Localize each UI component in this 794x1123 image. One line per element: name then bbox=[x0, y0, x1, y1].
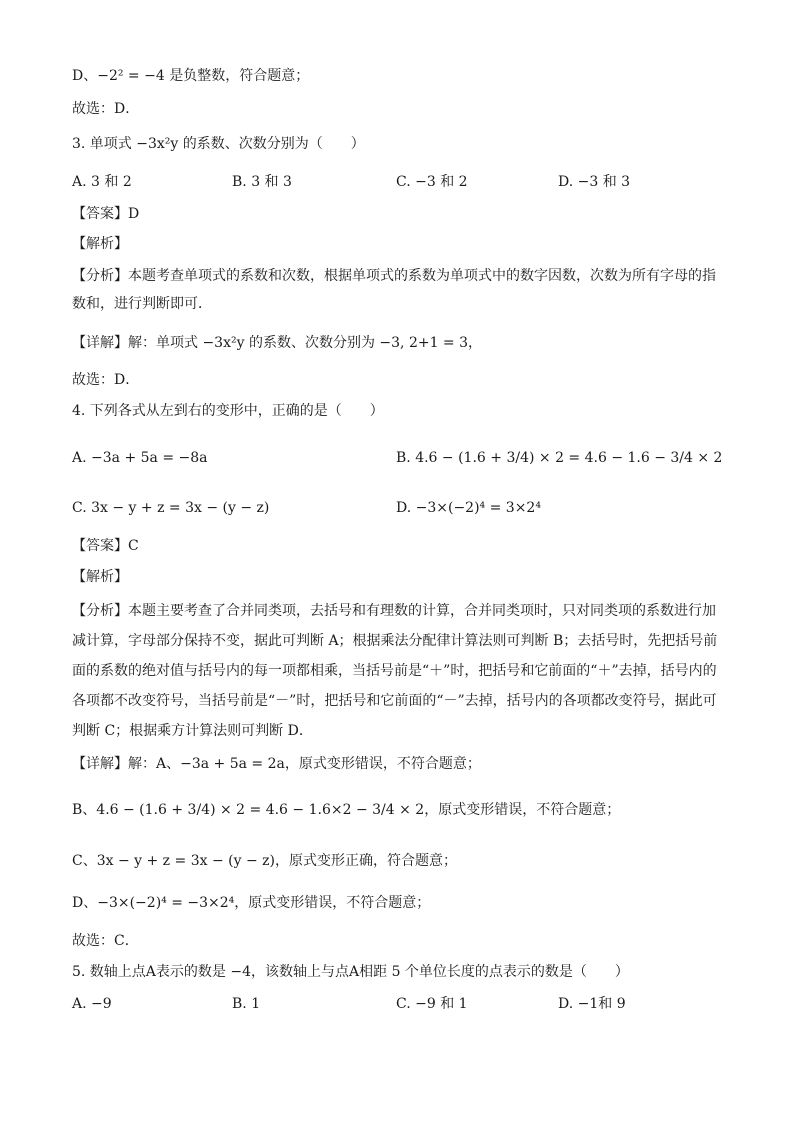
q5-option-b: B. 1 bbox=[232, 996, 261, 1012]
q4-detail-d: D、−3×(−2)⁴ = −3×2⁴，原式变形错误，不符合题意； bbox=[72, 895, 431, 911]
question-5: 5. 数轴上点A表示的数是 −4，该数轴上与点A相距 5 个单位长度的点表示的数是（ ） bbox=[72, 964, 629, 980]
q4-conclusion: 故选：C． bbox=[72, 933, 139, 949]
line-answer-choice: 故选：D． bbox=[72, 101, 140, 117]
q3-answer: 【答案】D bbox=[72, 206, 140, 222]
q4-option-a: A. −3a + 5a = −8a bbox=[72, 450, 208, 466]
q4-detail-a: 【详解】解：A、−3a + 5a = 2a，原式变形错误，不符合题意； bbox=[72, 756, 481, 772]
q3-conclusion: 故选：D． bbox=[72, 372, 140, 388]
q5-option-d: D. −1和 9 bbox=[558, 996, 626, 1012]
q3-option-c: C. −3 和 2 bbox=[396, 174, 468, 190]
q4-answer: 【答案】C bbox=[72, 538, 139, 554]
q4-option-b: B. 4.6 − (1.6 + 3/4) × 2 = 4.6 − 1.6 − 3/4 × 2 bbox=[396, 450, 723, 466]
q4-detail-b: B、4.6 − (1.6 + 3/4) × 2 = 4.6 − 1.6×2 − 3/4 × 2，原式变形错误，不符合题意； bbox=[72, 802, 621, 818]
q3-option-d: D. −3 和 3 bbox=[558, 174, 631, 190]
q4-detail-c: C、3x − y + z = 3x − (y − z)，原式变形正确，符合题意； bbox=[72, 853, 457, 869]
q3-detail: 【详解】解：单项式 −3x²y 的系数、次数分别为 −3, 2+1 = 3， bbox=[72, 335, 483, 351]
line-option-d-conclusion: D、−2² = −4 是负整数，符合题意； bbox=[72, 68, 310, 84]
q4-analysis-heading: 【解析】 bbox=[72, 569, 128, 585]
q4-option-d: D. −3×(−2)⁴ = 3×2⁴ bbox=[396, 500, 541, 516]
q3-option-b: B. 3 和 3 bbox=[232, 174, 292, 190]
q5-option-a: A. −9 bbox=[72, 996, 112, 1012]
question-4: 4. 下列各式从左到右的变形中，正确的是（ ） bbox=[72, 403, 384, 419]
q3-option-a: A. 3 和 2 bbox=[72, 174, 132, 190]
q3-analysis-heading: 【解析】 bbox=[72, 236, 128, 252]
q5-option-c: C. −9 和 1 bbox=[396, 996, 468, 1012]
question-3: 3. 单项式 −3x²y 的系数、次数分别为（ ） bbox=[72, 136, 365, 152]
q4-option-c: C. 3x − y + z = 3x − (y − z) bbox=[72, 500, 270, 516]
q4-analysis: 【分析】本题主要考查了合并同类项，去括号和有理数的计算，合并同类项时，只对同类项的系数进行加减计算，字母部分保持不变，据此可判断 A；根据乘法分配律计算法则可判断 B；去括号时，先把括号前面的系数的绝对值与括号内的每一项都相乘，当括号前是“＋”时，把括号和它前面的“＋”去掉，括号内的各项都不改变符号，当括号前是“－”时，把括号和它前面的“－”去掉，括号内的各项都改变符号，据此可判断 C；根据乘方计算法则可判断 D． bbox=[72, 603, 718, 739]
q3-analysis: 【分析】本题考查单项式的系数和次数，根据单项式的系数为单项式中的数字因数，次数为所有字母的指数和，进行判断即可． bbox=[72, 268, 716, 312]
